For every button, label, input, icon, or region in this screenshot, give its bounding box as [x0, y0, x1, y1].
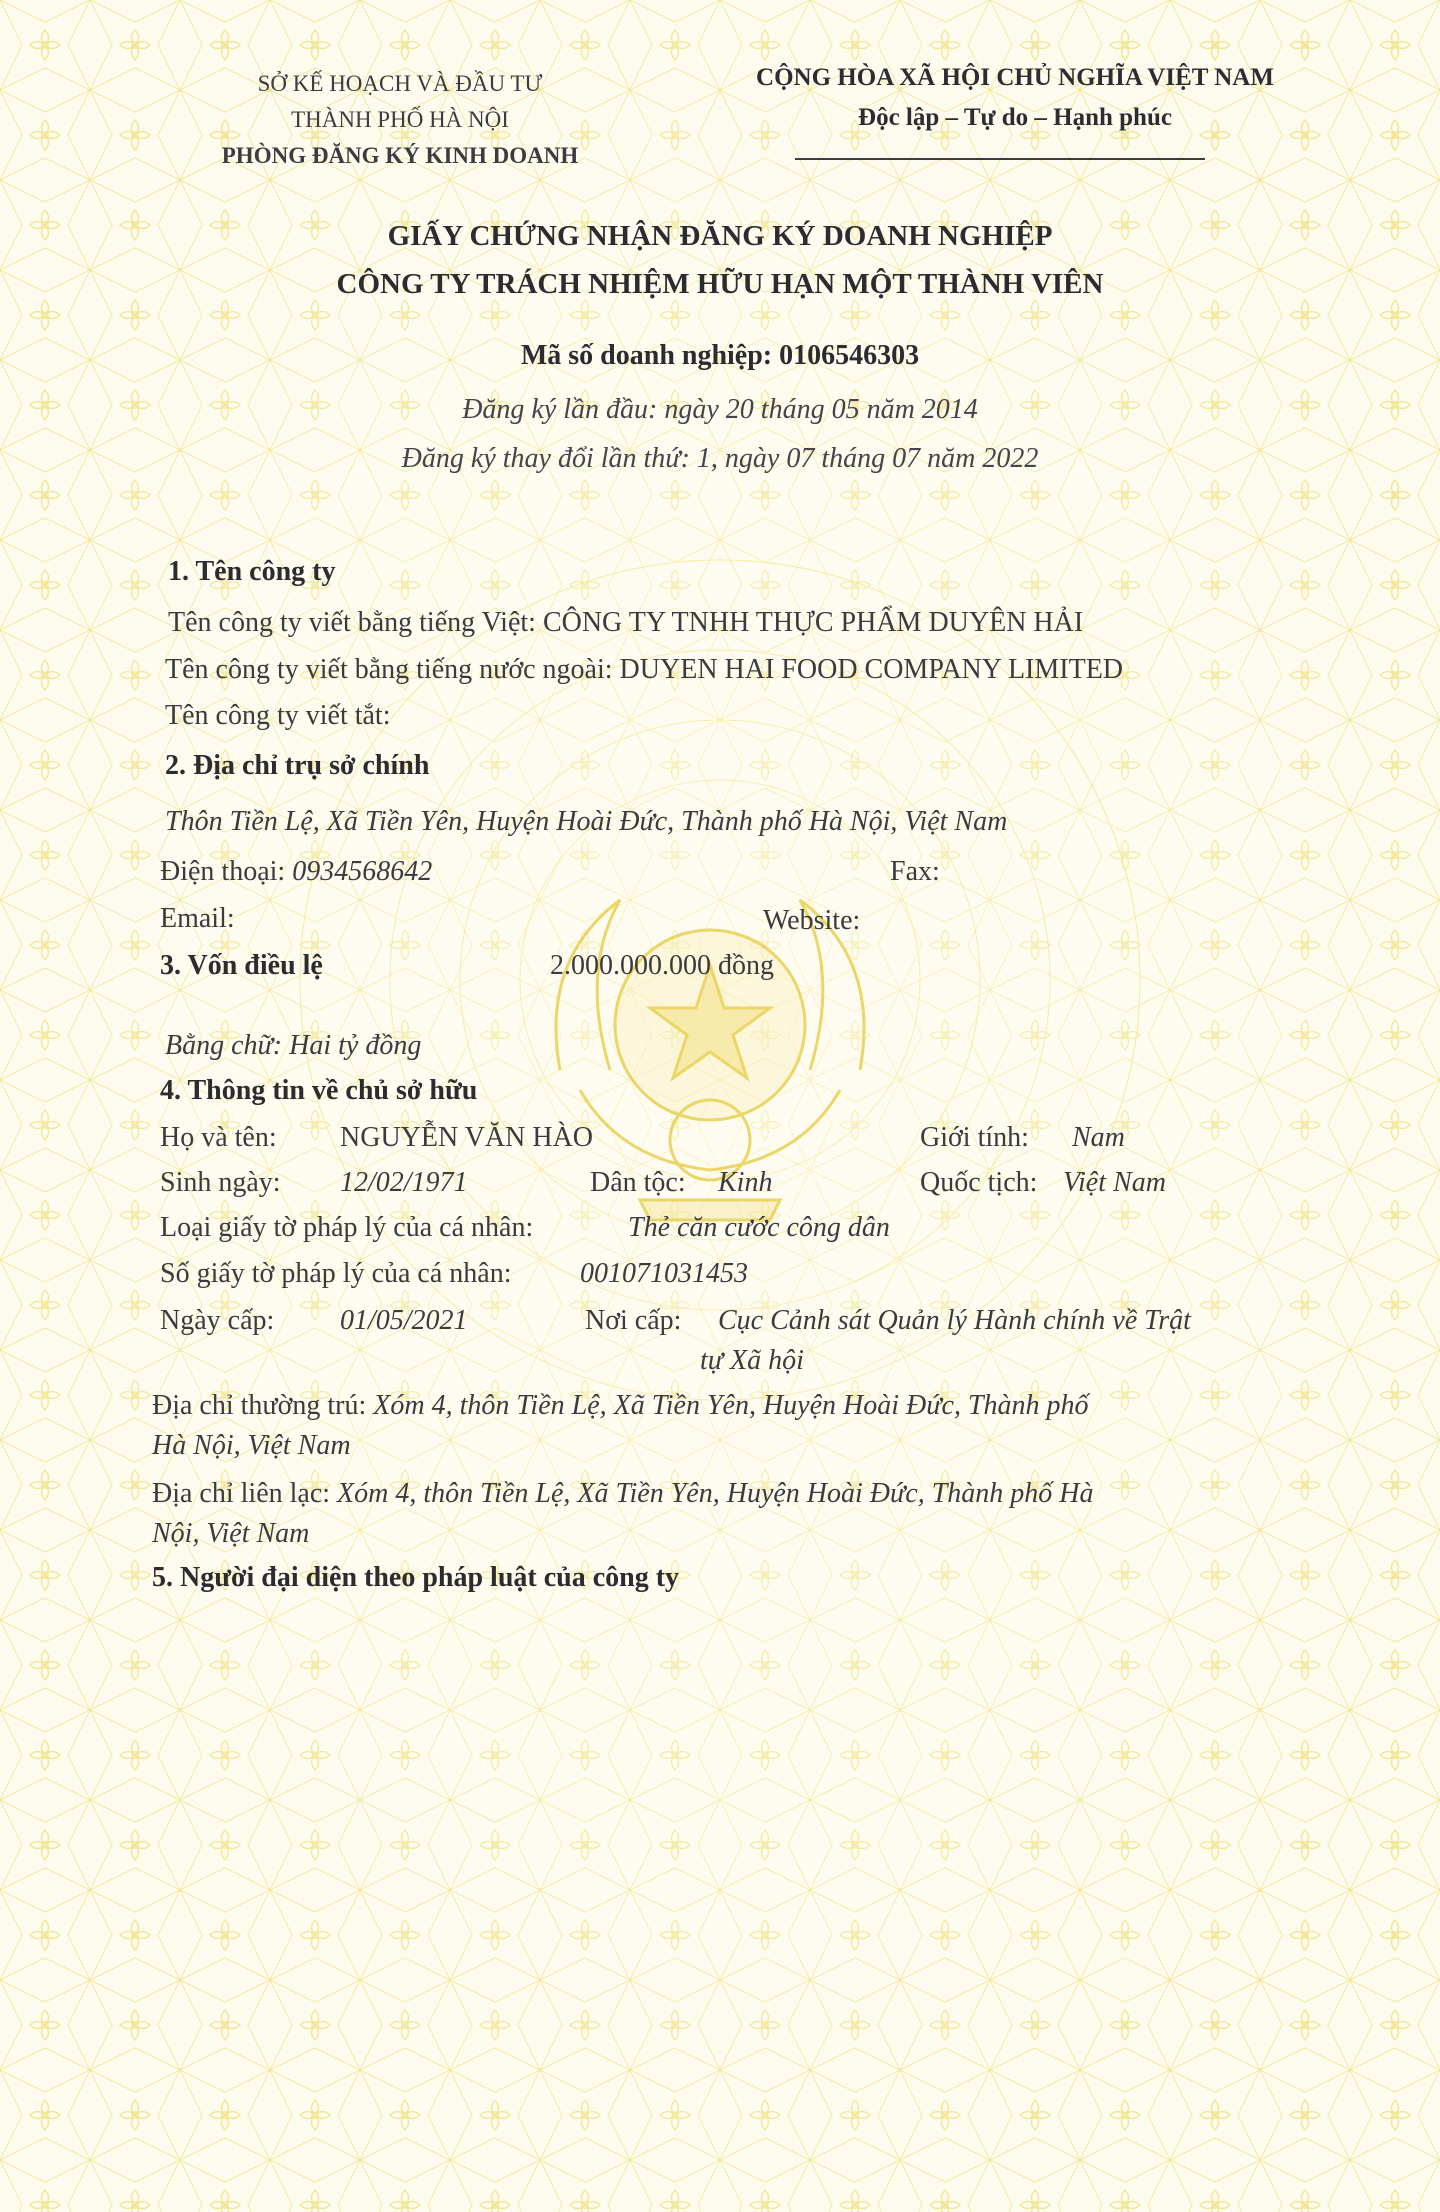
- agency-line-3: PHÒNG ĐĂNG KÝ KINH DOANH: [221, 143, 579, 168]
- charter-capital-amount: 2.000.000.000 đồng: [550, 950, 774, 981]
- vn-name-value: CÔNG TY TNHH THỰC PHẨM DUYÊN HẢI: [542, 607, 1084, 638]
- enterprise-code: Mã số doanh nghiệp: 0106546303: [520, 340, 920, 371]
- national-motto: Độc lập – Tự do – Hạnh phúc: [858, 104, 1172, 131]
- section-5-heading: 5. Người đại diện theo pháp luật của công ty: [152, 1562, 680, 1593]
- agency-line-2: THÀNH PHỐ HÀ NỘI: [291, 107, 509, 132]
- email-label: Email:: [160, 903, 235, 934]
- owner-name-label: Họ và tên:: [160, 1122, 277, 1153]
- section-3-heading: 3. Vốn điều lệ: [160, 950, 323, 981]
- phone-row: [160, 856, 432, 888]
- contact-address-line-1: Xóm 4, thôn Tiền Lệ, Xã Tiền Yên, Huyện Hoài Đức, Thành phố Hà: [337, 1478, 1094, 1509]
- permanent-address-label: Địa chỉ thường trú:: [152, 1390, 367, 1421]
- head-office-address: Thôn Tiền Lệ, Xã Tiền Yên, Huyện Hoài Đức, Thành phố Hà Nội, Việt Nam: [165, 806, 1008, 837]
- phone-value: 0934568642: [292, 856, 433, 887]
- fax-label: Fax:: [890, 856, 940, 887]
- section-4-heading: 4. Thông tin về chủ sở hữu: [160, 1075, 478, 1106]
- gender-label: Giới tính:: [920, 1122, 1029, 1153]
- national-header: [690, 58, 1340, 138]
- change-registration: Đăng ký thay đổi lần thứ: 1, ngày 07 tháng 07 năm 2022: [401, 443, 1039, 474]
- website-label: Website:: [763, 905, 861, 936]
- foreign-name-value: DUYEN HAI FOOD COMPANY LIMITED: [619, 654, 1124, 685]
- dob-label: Sinh ngày:: [160, 1167, 281, 1198]
- permanent-address-row: [152, 1390, 1089, 1422]
- charter-capital-in-words: Bằng chữ: Hai tỷ đồng: [165, 1030, 422, 1061]
- id-type-label: Loại giấy tờ pháp lý của cá nhân:: [160, 1212, 534, 1243]
- motto-underline: [795, 158, 1205, 160]
- vn-name-label: Tên công ty viết bằng tiếng Việt:: [168, 607, 536, 638]
- agency-line-1: SỞ KẾ HOẠCH VÀ ĐẦU TƯ: [257, 71, 543, 96]
- permanent-address-line-2: Hà Nội, Việt Nam: [152, 1430, 351, 1461]
- permanent-address-line-1: Xóm 4, thôn Tiền Lệ, Xã Tiền Yên, Huyện Hoài Đức, Thành phố: [373, 1390, 1089, 1421]
- contact-address-row: [152, 1478, 1094, 1510]
- first-registration: Đăng ký lần đầu: ngày 20 tháng 05 năm 2014: [462, 394, 978, 425]
- issue-place-line-1: Cục Cảnh sát Quản lý Hành chính về Trật: [718, 1305, 1191, 1336]
- nationality-value: Việt Nam: [1063, 1167, 1166, 1198]
- owner-name-value: NGUYỄN VĂN HÀO: [340, 1122, 594, 1153]
- ethnicity-label: Dân tộc:: [590, 1167, 686, 1198]
- document-subtitle: CÔNG TY TRÁCH NHIỆM HỮU HẠN MỘT THÀNH VIÊN: [336, 268, 1104, 300]
- section-1-heading: 1. Tên công ty: [168, 556, 336, 587]
- contact-address-line-2: Nội, Việt Nam: [152, 1518, 310, 1549]
- ethnicity-value: Kinh: [718, 1167, 773, 1198]
- issue-place-label: Nơi cấp:: [585, 1305, 682, 1336]
- foreign-name-label: Tên công ty viết bằng tiếng nước ngoài:: [165, 654, 613, 685]
- nationality-label: Quốc tịch:: [920, 1167, 1038, 1198]
- contact-address-label: Địa chỉ liên lạc:: [152, 1478, 331, 1509]
- foreign-name-row: [165, 654, 1123, 686]
- vn-name-row: [168, 607, 1083, 639]
- dob-value: 12/02/1971: [340, 1167, 468, 1198]
- phone-label: Điện thoại:: [160, 856, 286, 887]
- nation-name: CỘNG HÒA XÃ HỘI CHỦ NGHĨA VIỆT NAM: [756, 64, 1274, 91]
- id-number-value: 001071031453: [580, 1258, 748, 1289]
- short-name-label: Tên công ty viết tắt:: [165, 700, 391, 731]
- id-number-label: Số giấy tờ pháp lý của cá nhân:: [160, 1258, 512, 1289]
- gender-value: Nam: [1072, 1122, 1125, 1153]
- issue-date-label: Ngày cấp:: [160, 1305, 275, 1336]
- id-type-value: Thẻ căn cước công dân: [628, 1212, 890, 1243]
- issuing-agency: [165, 66, 635, 174]
- section-2-heading: 2. Địa chỉ trụ sở chính: [165, 750, 430, 781]
- document-title: GIẤY CHỨNG NHẬN ĐĂNG KÝ DOANH NGHIỆP: [387, 220, 1053, 252]
- issue-date-value: 01/05/2021: [340, 1305, 468, 1336]
- issue-place-line-2: tự Xã hội: [700, 1345, 804, 1376]
